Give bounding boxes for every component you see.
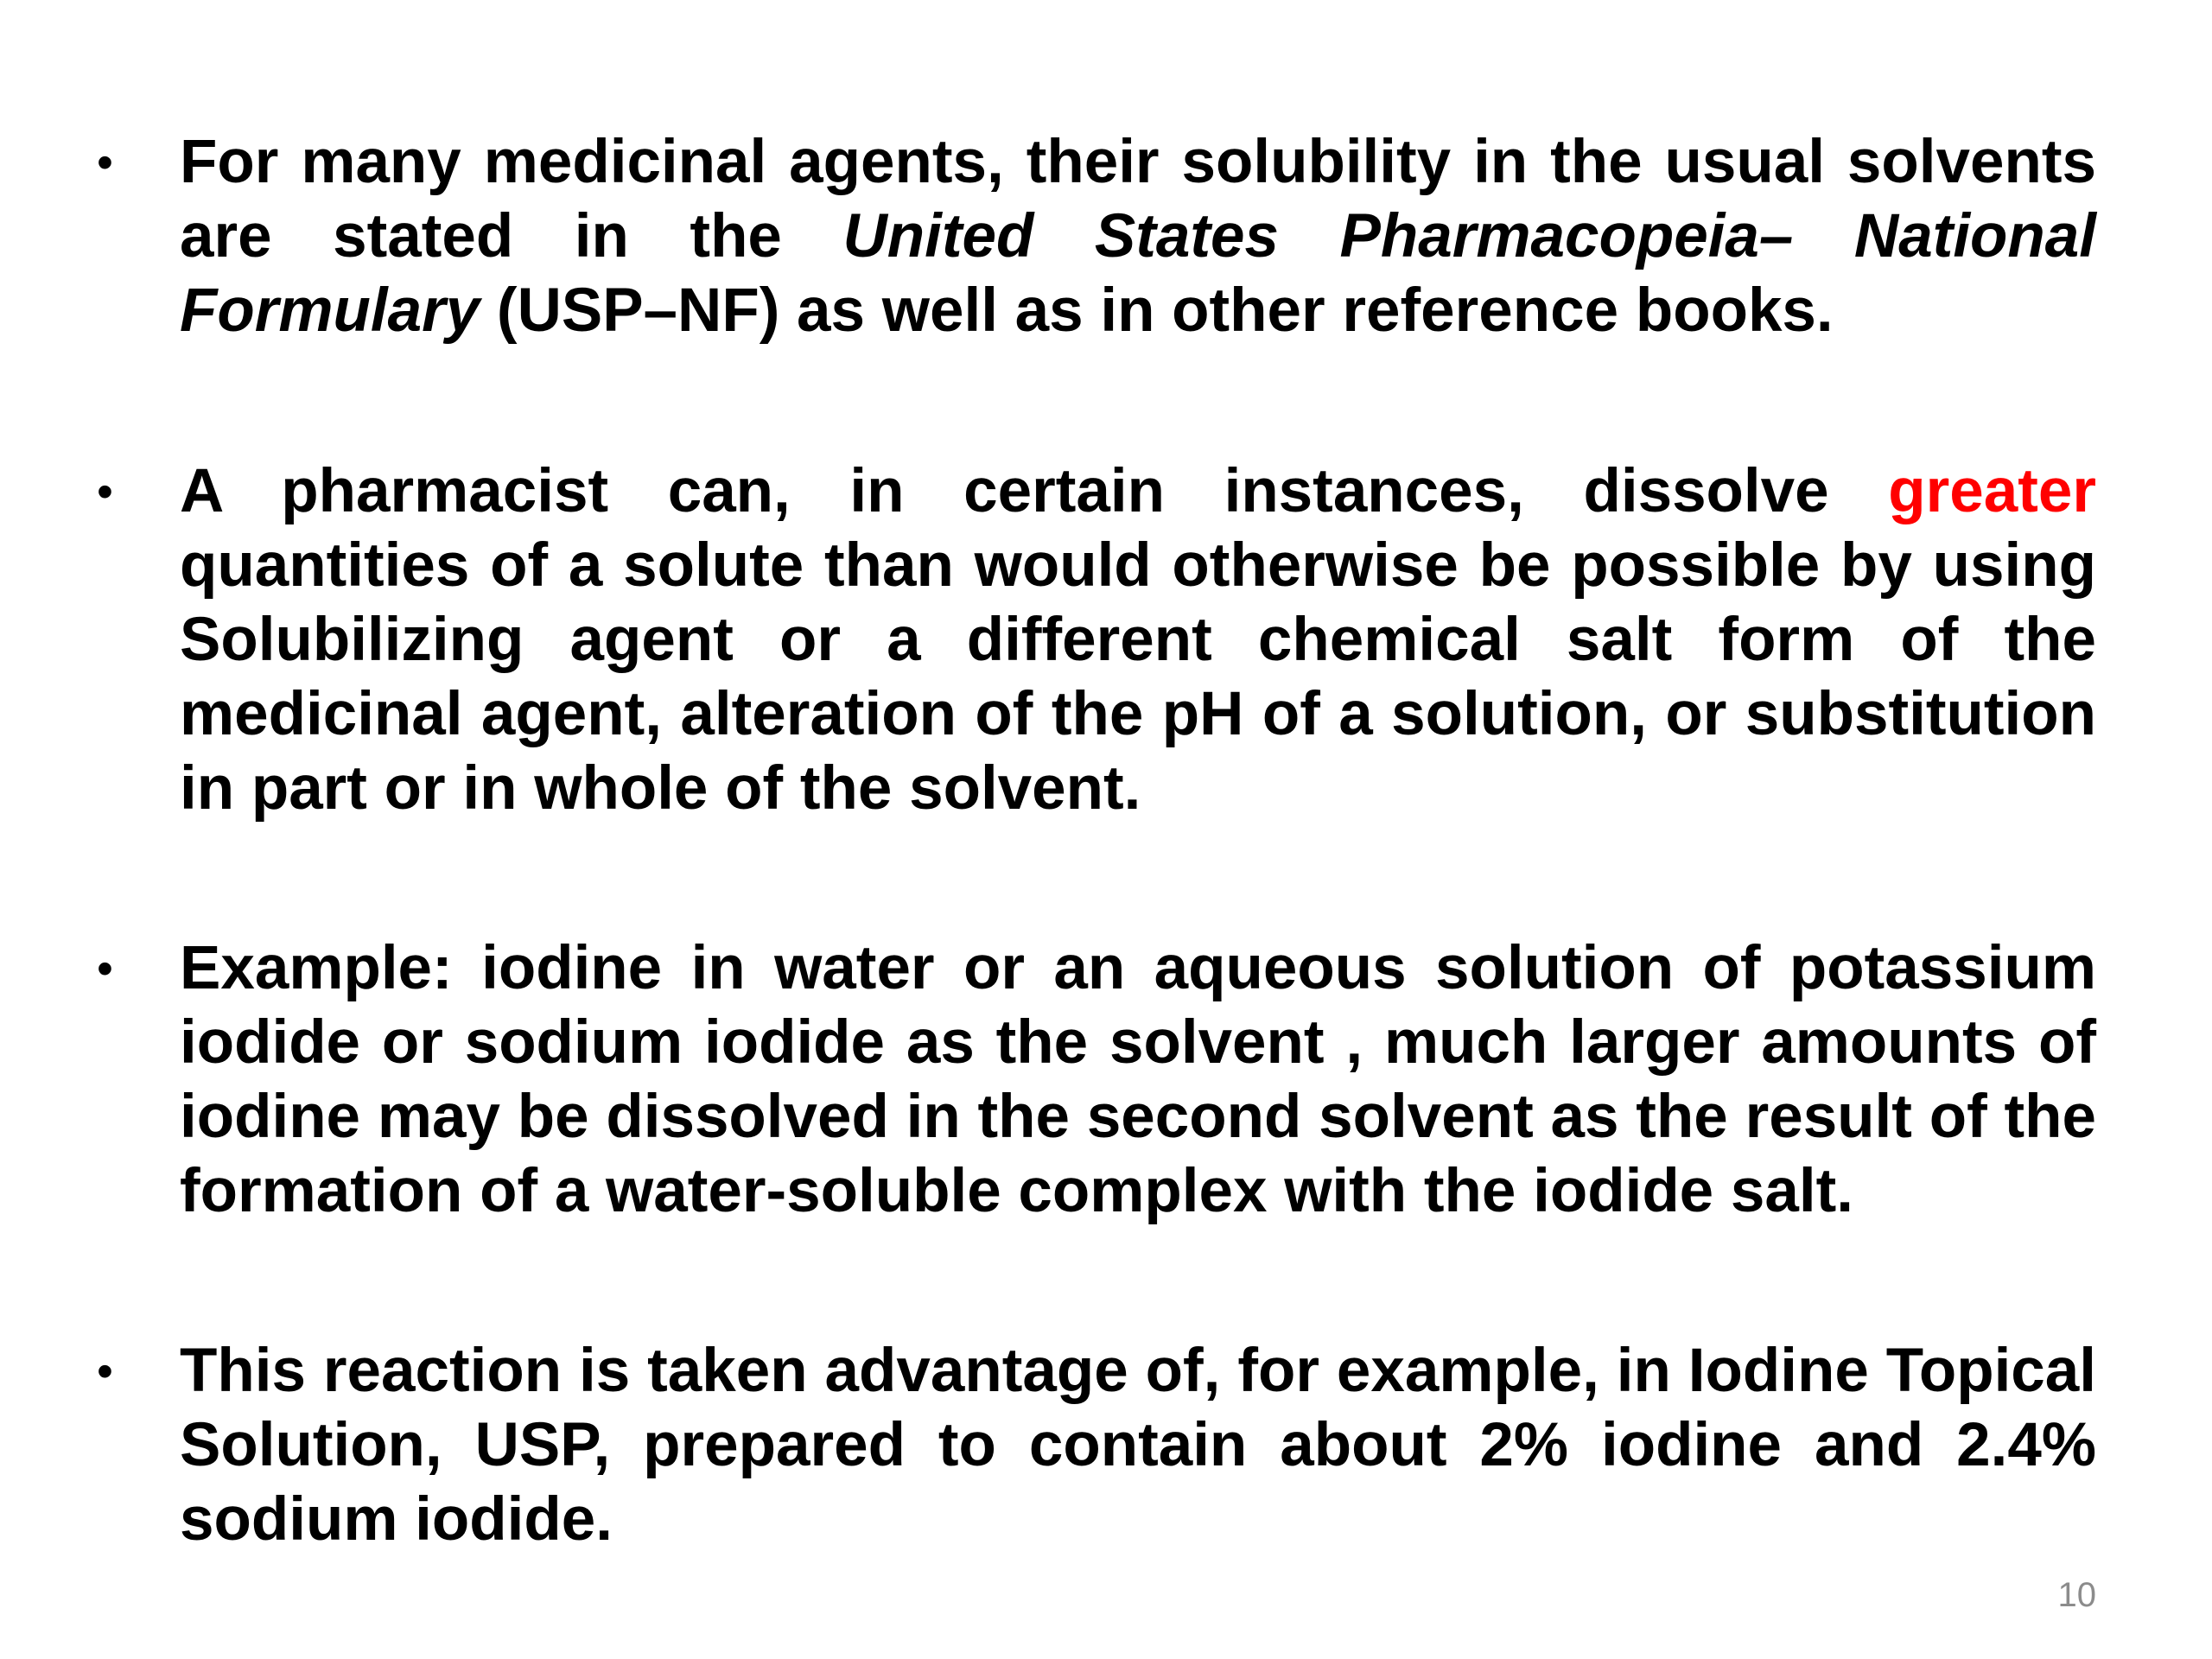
highlighted-word: greater bbox=[1888, 457, 2096, 525]
reference-title: United States Pharmacopeia– National Formulary bbox=[180, 202, 2097, 345]
bullet-item-reaction bbox=[97, 1334, 2096, 1557]
bullet-icon: • bbox=[97, 137, 113, 188]
bullet-icon: • bbox=[97, 1345, 113, 1397]
bullet-item-usp-nf bbox=[97, 125, 2097, 348]
bullet-text: This reaction is taken advantage of, for example, in Iodine Topical Solution, USP, prepared to contain about 2% iodine and 2.4% sodium iodide. bbox=[180, 1337, 2096, 1554]
bullet-icon: • bbox=[97, 466, 113, 518]
bullet-item-example bbox=[97, 931, 2096, 1229]
bullet-icon: • bbox=[97, 943, 113, 995]
page-number: 10 bbox=[2057, 1576, 2096, 1614]
bullet-text: Example: iodine in water or an aqueous solution of potassium iodide or sodium iodide as the solvent , much larger amounts of iodine may be dissolved in the second solvent as the result of the formation of a water-soluble complex with the iodide salt. bbox=[180, 934, 2096, 1225]
bullet-text: quantities of a solute than would otherwise be possible by using Solubilizing agent or a different chemical salt form of the medicinal agent, alteration of the pH of a solution, or substitution in part or in whole of the solvent. bbox=[180, 531, 2096, 823]
bullet-item-pharmacist bbox=[97, 454, 2096, 826]
bullet-text: (USP–NF) as well as in other reference books. bbox=[480, 276, 1834, 345]
bullet-text: For many medicinal agents, their solubility in the usual solvents are stated in the bbox=[180, 128, 2096, 270]
bullet-text: A pharmacist can, in certain instances, dissolve bbox=[180, 457, 1889, 525]
